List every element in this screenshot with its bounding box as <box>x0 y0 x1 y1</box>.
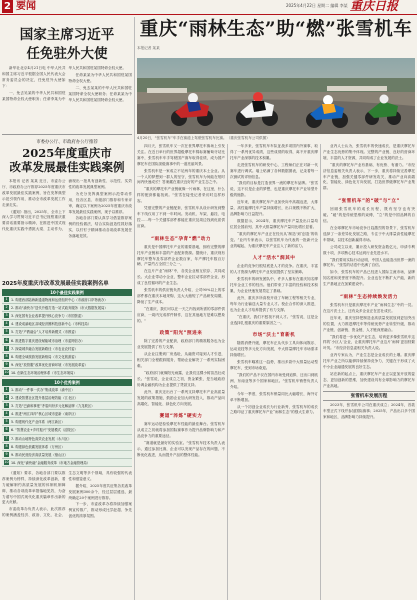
main-column-3 <box>323 144 415 600</box>
list-number: 9 <box>5 451 8 456</box>
case-list-title: 2025年度重庆市改革发展最佳实践案例名单 <box>2 281 109 287</box>
ambassador-article <box>2 27 132 130</box>
paragraph: 凭借完整的产业链配套，张雪机车从设计研发到整车下线仅用了不到一年时间。发动机、车架、悬挂、电控……每一个关键零部件都能在重庆及周边找到优质供应商。 <box>137 206 225 228</box>
list-item-text: 10. 深化“渝快融”金融服务改革（市地方金融管理局） <box>11 460 90 465</box>
ambassador-headline-2: 任免驻外大使 <box>26 46 108 62</box>
list-item-text: 3. 打造“巴渝和事佬”矛盾纠纷多元化解品牌（九龙坡区） <box>11 404 95 409</box>
list-number: 8 <box>5 353 8 358</box>
list-item-text: 7. 推动山地特色高效农业发展（永川区） <box>11 436 72 441</box>
paragraph: 张雪机车瞄准这一趋势，推出多款中大排量运动型摩托车，受到市场欢迎。 <box>230 360 318 371</box>
list-item-text: 4. 推进“两江四岸”核心区城市更新（南岸区） <box>11 412 78 417</box>
paragraph: “重庆的摩托车产业有基础、有优势、有潜力。”市经济信息委相关负责人表示，下一步，重庆将持续完善摩托车产业链，加强关键零部件研发攻关，推动产业向高端化、智能化、绿色化方向发展，打造世界级摩托车产业集群。 <box>323 162 415 191</box>
list-item-text: 9. 深化“放管服”改革优化营商环境（市发展改革委） <box>11 362 88 367</box>
subheading: “雨林”生态持续焕发活力 <box>340 295 398 301</box>
feature-kicker: 市委办公厅、市政府办公厅推荐 <box>36 140 98 145</box>
paragraph: “我们的目标是打造世界一流的摩托车品牌。”张雪说，这不仅是企业的梦想，也是重庆摩托车产业转型升级的缩影。 <box>230 181 318 198</box>
section-title: 要闻 <box>16 1 36 12</box>
list-item-text: 2. 建设智慧社区提升基层治理效能（江北区） <box>11 396 78 401</box>
divider <box>2 134 132 135</box>
list-item <box>2 320 132 328</box>
left-column <box>2 17 132 600</box>
list-item <box>2 426 132 434</box>
list-item <box>2 369 132 377</box>
newspaper-masthead: 重庆日报 <box>350 0 399 13</box>
list-number: 9 <box>5 361 8 366</box>
paragraph: 此外，重庆多所高校开设了车辆工程等相关专业，每年为行业输送大量专业人才。校企合作的深入推进，也为企业人才培养提供了有力支撑。 <box>230 295 318 312</box>
subheading: 市场“沃土”育新机 <box>252 333 296 339</box>
list-item <box>2 402 132 410</box>
list-number: 7 <box>5 345 8 350</box>
feature-headline-2: 改革发展最佳实践案例 <box>9 160 125 174</box>
paragraph: 《通知》指出，2025年，全市上下深入学习贯彻习近平总书记视察重庆重要讲话重要指示精神，在推进中国式现代化重庆实践中勇挑大梁、主动作为，涌现出一批具有创新性、示范性、实效性的改革发展典型案例。 <box>2 179 132 232</box>
excellent-cases-band: 10个优秀案例 <box>2 379 132 386</box>
paragraph: 除了完善的产业配套，政府部门的精准服务也为企业发展提供了有力支撑。 <box>137 339 225 350</box>
paragraph: 下一步，市委改革办将持续加强案例宣传推广，推动形成比学赶超、争先创优的浓厚氛围。 <box>68 502 132 519</box>
paragraph: 在这片产业“雨林”中，各类企业相互依存、共同成长。大企业带动小企业，整车企业拉动零部件企业，形成了良性循环的产业生态。 <box>137 269 225 286</box>
paragraph: “在重庆，我们不愁找不到人才。”张雪说，这是企业选择扎根重庆的重要原因之一。 <box>230 314 318 325</box>
paragraph: “我们的产品不仅在国内市场受到追捧，还出口到欧洲、东南亚等多个国家和地区。”张雪机车销售负责人介绍。 <box>230 373 318 389</box>
list-item <box>2 418 132 426</box>
list-item <box>2 443 132 451</box>
subheading: “张雪机车”的“破”与“立” <box>338 199 400 205</box>
paragraph: 业内专家认为，产业生态是企业成长的土壤。重庆摩托车产业之所以能够持续保持竞争力，关键在于形成了大中小企业融通发展的良好生态。 <box>323 353 415 370</box>
list-item <box>2 361 132 369</box>
paragraph: 市委改革办负责人表示，此次推荐的案例涵盖经济、政治、文化、社会、生态文明等多个领域，具有较强的代表性和借鉴意义。 <box>2 470 132 518</box>
paragraph: 随着消费升级，摩托车正从代步工具向休闲娱乐、运动竞技等多元化方向发展，中大排量摩托车市场需求持续增长。 <box>230 341 318 358</box>
paragraph: 赛车运动是检验摩托车性能的最佳舞台。张雪机车从成立之初就将参加国际赛事作为提升品牌影响力和产品竞争力的重要途径。 <box>137 422 225 439</box>
paragraph: 各地各部门要认真学习借鉴推荐案例的经验做法，结合实际创造性抓好落实，以钉钉子精神推动各项改革发展任务落地见效。 <box>68 216 132 239</box>
paragraph: 在全球摩托车市场竞争日趋激烈的背景下，张雪机车选择了一条差异化发展之路，专注于中大排量高性能摩托车领域，以技术创新赢得市场。 <box>323 225 415 242</box>
subheading: 政策“阳光”照进来 <box>159 331 203 337</box>
list-item <box>2 386 132 394</box>
list-item <box>2 304 132 312</box>
list-number: 5 <box>5 419 8 424</box>
list-number: 10 <box>4 459 9 464</box>
list-item-text: 4. 建设成渝地区双城经济圈科技创新中心（市科技局） <box>11 322 92 327</box>
list-item-text: 7. 探索城乡融合发展新路径（市农业农村委） <box>11 346 78 351</box>
list-item <box>2 345 132 353</box>
paragraph: 二、免去某某的中华人民共和国驻某国特命全权大使职务；任命某某为中华人民共和国驻某国特命全权大使。 <box>68 85 132 102</box>
list-item <box>2 435 132 443</box>
list-item <box>2 296 132 304</box>
list-item-text: 6. 推进数字重庆建设赋能城市治理（市委网信办） <box>11 338 85 343</box>
paragraph: 据介绍，2025年度共征集各类改革发展案例300余个，经过层层遴选，最终确定20个案例进行推荐。 <box>68 483 132 500</box>
paragraph: 一年多来，张雪机车车队征战多项国内外赛事，取得了一系列优异成绩，这些成绩的取得，离不开重庆摩托车产业深厚的技术积累。 <box>230 144 318 160</box>
reform-feature <box>2 139 132 275</box>
paragraph: 任命某某为中华人民共和国驻某国特命全权大使。 <box>68 72 132 83</box>
list-item-text: 5. 构建现代化产业体系（两江新区） <box>11 420 65 425</box>
list-item <box>2 410 132 418</box>
list-item <box>2 451 132 459</box>
paragraph: 近年来，重庆坚持把制造业高质量发展放到更加突出的位置，大力推进摩托车等传统优势产业转型升级，推动产业链、创新链、资金链、人才链深度融合。 <box>323 315 415 332</box>
list-item-text: 3. 深化国有企业改革提升核心竞争力（市国资委） <box>11 314 85 319</box>
list-item <box>2 394 132 402</box>
paragraph: 回顾张雪机车的成长历程，既有坚守也有突破。“破”的是传统思维的束缚，“立”的是中国品牌的自信。 <box>323 207 415 224</box>
timeline-box-text: 2023年，张雪机车公司在重庆成立；2024年，首款车型正式下线并参加国际赛事；2025年，产品出口多个国家和地区，品牌影响力持续提升。 <box>323 402 415 419</box>
photo-caption: 4月20日，“张雪机车”车手在赛道上驾驶张雪机车比赛。（重庆张雪机车公司供图） <box>137 136 270 140</box>
list-item-text: 5. 打造“产教融合”人才培养新模式（市教委） <box>11 330 78 335</box>
date-info: 2025年4月22日 星期二 编辑 李某 <box>286 3 348 8</box>
paragraph: 从一个初创企业成长为行业新秀，张雪机车的成长之路印证了重庆摩托车产业“雨林生态”的强大生命力。 <box>230 404 318 415</box>
column-divider <box>320 144 321 600</box>
subheading: 人才“活水”润其中 <box>252 256 296 262</box>
subheading: “雨林生态”孕育“燃”动力 <box>151 236 211 242</box>
paragraph: “我们要用实际行动证明，中国人也能造出世界一流的摩托车。”张雪的话语中充满了自信。 <box>323 257 415 268</box>
paragraph: 业内人士认为，张雪机车的快速成长，是重庆摩托车产业生态优势的集中体现。完整的产业链、良好的营商环境、丰富的人才资源，共同构成了企业发展的沃土。 <box>323 144 415 160</box>
paragraph: 公司成立以来，累计投入研发资金数亿元，申请专利数十项，多项核心技术达到行业先进水平。 <box>323 244 415 255</box>
list-item-text: 1. 构建西部陆海新通道物流和运营组织中心（市政府口岸物流办） <box>11 298 108 303</box>
list-item <box>2 353 132 361</box>
paragraph: “我们将进一步优化产业生态，培育更多像张雪机车这样的‘小巨人’企业，让重庆摩托车产业这片‘雨林’更加枝繁叶茂。”市经济信息委相关负责人说。 <box>323 334 415 351</box>
paragraph: “赛道就是最好的实验室。”张雪机车技术负责人表示，通过参加比赛，企业可以发现产品存在的问题，不断优化改进，从而提升产品的整体性能。 <box>137 441 225 457</box>
paragraph: 此外，重庆还出台了一系列支持摩托车产业高质量发展的政策措施，鼓励企业加大研发投入，推动产品向高端化、智能化、绿色化方向发展。 <box>137 389 225 406</box>
list-number: 3 <box>5 313 8 318</box>
list-number: 6 <box>5 337 8 342</box>
page-number: 2 <box>2 0 13 13</box>
paragraph: 张雪机车是一家成立不足两年的重庆本土企业。从一个人的梦想到一群人的坚守，张雪机车为何能在短时间内快速成长？答案藏在重庆良好的产业生态之中。 <box>137 168 225 185</box>
list-item-text: 2. 推动“渝快办”迭代升级打造一站式政务服务（市大数据发展局） <box>11 306 108 311</box>
list-number: 1 <box>5 297 8 302</box>
list-number: 5 <box>5 329 8 334</box>
paragraph: 新华社北京4月21日电 中华人民共和国主席习近平根据全国人民代表大会常务委员会的决定，任免驻外大使如下： <box>2 66 66 88</box>
paragraph: 为充分发挥典型案例示范带动作用，经各区县、市级部门推荐和专家评审，确定以下案例为2025年度重庆市改革发展最佳实践案例，现予以推荐。 <box>68 191 132 214</box>
subheading: 赛道“淬炼”硬实力 <box>159 414 203 420</box>
timeline-box-title: 张雪机车发展历程 <box>323 391 415 401</box>
list-item <box>2 336 132 344</box>
list-number: 6 <box>5 427 8 432</box>
paragraph: 张雪机车只是重庆摩托车产业“雨林生态”中的一员。在这片沃土上，还有众多企业正在茁壮成长。 <box>323 303 415 313</box>
column-divider <box>134 17 135 600</box>
feature-body <box>2 179 132 275</box>
paragraph: 从企业注册到厂房选址，从融资对接到人才引进，相关部门全程跟踪服务，帮助企业解决了一系列实际困难。 <box>137 352 225 369</box>
list-number: 1 <box>5 386 8 391</box>
paragraph: “在重庆，我们可以在一天之内找到所需的零部件供应商，一周内完成样件制作，这在其他地方是难以想象的。” <box>137 306 225 323</box>
paragraph: 今年一季度，张雪机车销量同比大幅增长，海外订单不断增加。 <box>230 391 318 402</box>
paragraph: 《通知》要求，各地各部门要以推荐案例为榜样，持续深化改革创新，着力破解制约高质量发展的体制机制障碍，推动各项改革举措落地见效，为奋力谱写中国式现代化重庆篇章作出新的更大贡献。 <box>2 470 66 505</box>
page-header <box>0 0 417 15</box>
list-item-text: 8. 构建绿色低碳发展体系（万州区） <box>11 444 65 449</box>
list-item-text: 9. 推动民营经济高质量发展（璧山区） <box>11 452 68 457</box>
list-number: 3 <box>5 403 8 408</box>
ambassador-headline-1: 国家主席习近平 <box>19 27 115 43</box>
list-number: 7 <box>5 435 8 440</box>
case-list <box>2 279 132 467</box>
paragraph: “重庆的摩托车产业正在经历从‘制造’到‘创造’的转变。”业内专家表示，以张雪机车为代表的一批新兴企业的崛起，为重庆摩托车产业注入了新的活力。 <box>230 231 318 248</box>
list-item <box>2 312 132 320</box>
feature-headline-1: 2025年度重庆市 <box>22 146 112 160</box>
paragraph: 重庆是中国摩托车产业的重要基地，拥有完整的摩托车产业链和丰富的产业配套资源。据统计，重庆现有摩托车整车及零部件企业数百家，年产摩托车数百万辆，产量约占全国三分之一。 <box>137 244 225 267</box>
list-number: 4 <box>5 321 8 326</box>
best-cases-band: 10个最佳实践案例 <box>2 289 132 296</box>
ambassador-body <box>2 66 132 130</box>
paragraph: 张雪机车的研发团队中，许多人都有在重庆知名摩托车企业工作的经历。他们带来了丰富的经验和技术积累，为企业快速发展奠定了基础。 <box>230 277 318 294</box>
paragraph: 如今，张雪机车的产品已经进入国际主流市场，品牌知名度和美誉度不断提升。企业也在不断扩大产能，新的生产基地正在加紧建设中。 <box>323 270 415 287</box>
paragraph: 本报讯 记者 某某 近日，市委办公厅、市政府办公厅推荐2025年度重庆市改革发展最佳实践案例，旨在发挥典型示范引领作用，推动全市改革发展工作走深走实。 <box>2 179 66 207</box>
list-number: 4 <box>5 411 8 416</box>
paragraph: 四月天，张雪机车又一次在世界摩托车赛场上引发关注。在近日举行的世界超级摩托车锦标赛葡萄牙站比赛中，张雪机车车手驾驶国产赛车取得佳绩，成为国产摩托车在国际顶级赛事中的一道亮丽风景。 <box>137 144 225 166</box>
column-divider <box>227 144 228 600</box>
race-photo <box>137 58 415 134</box>
list-item-text: 6. “智慧农业+乡村振兴”发展模式（涪陵区） <box>11 428 78 433</box>
main-column-2 <box>230 144 318 600</box>
list-number: 10 <box>4 369 9 374</box>
list-item <box>2 328 132 336</box>
main-headline: 重庆“雨林生态”助“燃”张雪机车 <box>139 19 413 40</box>
left-bottom-body <box>2 471 132 549</box>
paragraph: “政府部门就像阳光雨露，让我们这棵小树苗茁壮成长。”张雪说，企业成立之初，资金紧张，是当地政府协调金融机构为企业提供了贷款支持。 <box>137 371 225 387</box>
list-number: 2 <box>5 395 8 400</box>
paragraph: 近年来，重庆摩托车产业加快向中高端迈进，大排量、高性能摩托车产量持续增长，出口规模不断扩大，品牌影响力日益提升。 <box>230 200 318 216</box>
motorcycle-race-image <box>137 58 415 134</box>
list-item-text: 1. 推动“一件事一次办”集成改革（渝中区） <box>11 387 75 392</box>
paragraph: 数据显示，2024年，重庆摩托车产量及出口量均位居全国前列，其中大排量摩托车产量同比增长显著。 <box>230 218 318 229</box>
list-item-text: 8. 构建全域旅游发展新格局（市文化旅游委） <box>11 354 78 359</box>
paragraph: 走进张雪机车的研发中心，工程师们正在对新一代赛车进行调试。墙上贴满了各种数据图表，记录着每一次测试的详细信息。 <box>230 162 318 179</box>
paragraph: 张雪机车的供应链负责人介绍，公司90%以上的零部件都在重庆本地采购，这大大缩短了产品研发周期，降低了生产成本。 <box>137 288 225 304</box>
list-item-text: 10. 创新生态环境治理体系（市生态环境局） <box>11 370 77 375</box>
list-item <box>2 459 132 467</box>
list-number: 8 <box>5 443 8 448</box>
paragraph: 站在新的起点上，重庆摩托车产业正以更加开放的姿态、更加创新的思维，加快建设具有全球影响力的摩托车产业高地。 <box>323 372 415 388</box>
list-number: 2 <box>5 305 8 310</box>
paragraph: 一、免去吴某的中华人民共和国驻某国特命全权大使职务；任命李某为中华人民共和国驻某国特命全权大使。 <box>2 66 126 101</box>
main-column-1 <box>137 144 225 600</box>
paragraph: “重庆的摩托车产业链就像一片雨林，在这里，什么样的配套都能找到。”张雪在接受记者采访时这样形容。 <box>137 187 225 204</box>
paragraph: 企业的竞争归根结底是人才的竞争。在重庆，丰富的人才资源为摩托车产业发展提供了坚实保障。 <box>230 264 318 275</box>
main-byline: 本报记者 某某 <box>137 46 160 50</box>
